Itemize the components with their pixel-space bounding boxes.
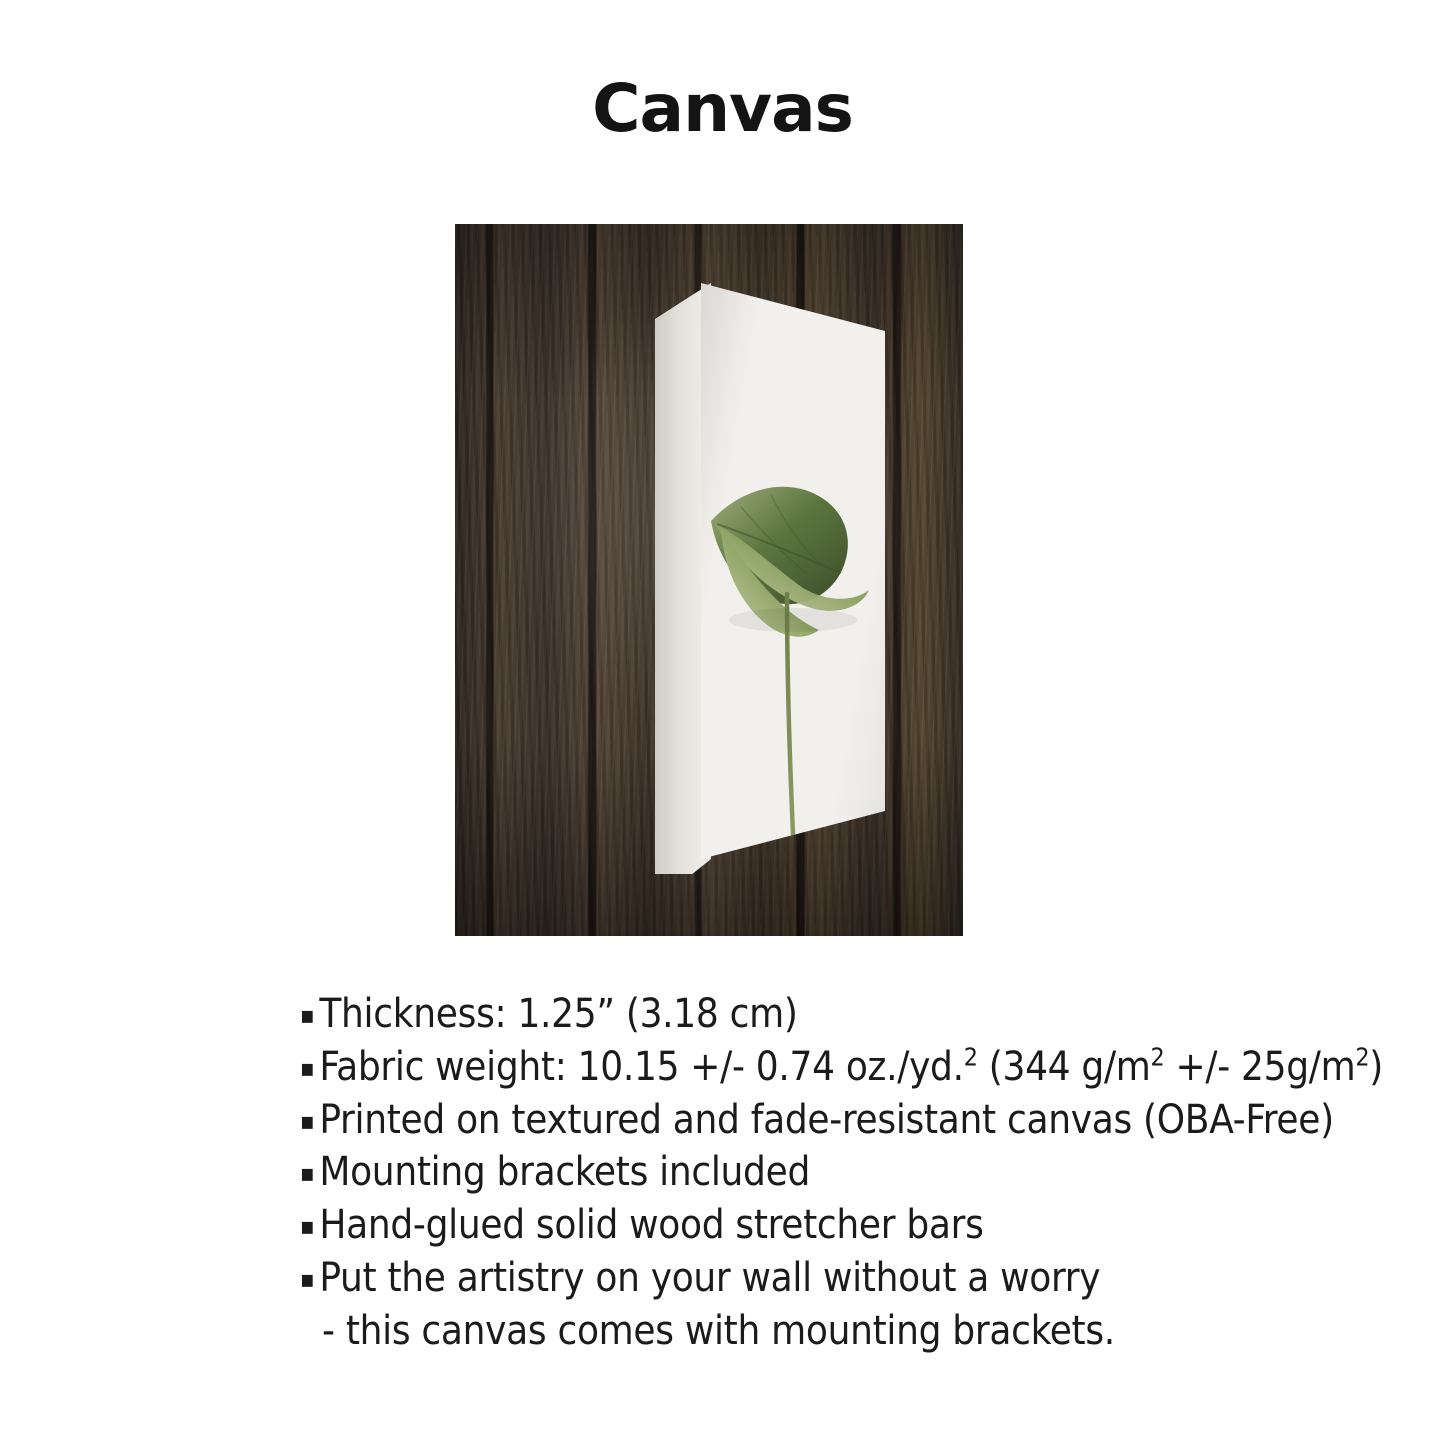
spec-fabric-weight-a: Fabric weight: 10.15 +/- 0.74 oz./yd. (319, 1043, 964, 1090)
spec-fabric-weight-sup1: 2 (963, 1042, 978, 1072)
spec-item-printed-canvas (300, 1094, 1360, 1147)
bullet-icon: ▪ (300, 1053, 315, 1082)
spec-list (300, 988, 1384, 1358)
bullet-icon: ▪ (300, 1264, 315, 1293)
canvas-front-face (701, 274, 885, 874)
spec-item-mounting-brackets (300, 1146, 1360, 1199)
bullet-icon: ▪ (300, 1106, 315, 1135)
spec-item-printed-canvas-text: Printed on textured and fade-resistant canvas (OBA-Free) (319, 1096, 1334, 1143)
spec-fabric-weight-d: ) (1369, 1043, 1384, 1090)
spec-item-artistry-continuation: - this canvas comes with mounting brackets. (322, 1307, 1115, 1354)
spec-item-thickness-text: Thickness: 1.25” (3.18 cm) (319, 991, 798, 1037)
spec-fabric-weight-b: (344 g/m (977, 1043, 1151, 1090)
spec-item-thickness (300, 988, 1360, 1041)
bullet-icon: ▪ (300, 1001, 315, 1029)
bullet-icon: ▪ (300, 1212, 315, 1241)
spec-item-stretcher-bars (300, 1199, 1360, 1252)
spec-item-stretcher-bars-text: Hand-glued solid wood stretcher bars (319, 1202, 984, 1249)
canvas-print-object (655, 274, 885, 874)
spec-item-fabric-weight (300, 1041, 1384, 1094)
bullet-icon: ▪ (300, 1159, 315, 1188)
spec-fabric-weight-sup3: 2 (1355, 1042, 1370, 1072)
spec-fabric-weight-sup2: 2 (1150, 1042, 1165, 1072)
spec-item-artistry-text: Put the artistry on your wall without a worry (319, 1254, 1101, 1301)
product-image (455, 224, 963, 936)
spec-item-artistry (300, 1252, 1360, 1305)
spec-fabric-weight-c: +/- 25g/m (1164, 1043, 1356, 1090)
spec-item-mounting-brackets-text: Mounting brackets included (319, 1149, 811, 1196)
page-title: Canvas (592, 70, 853, 147)
